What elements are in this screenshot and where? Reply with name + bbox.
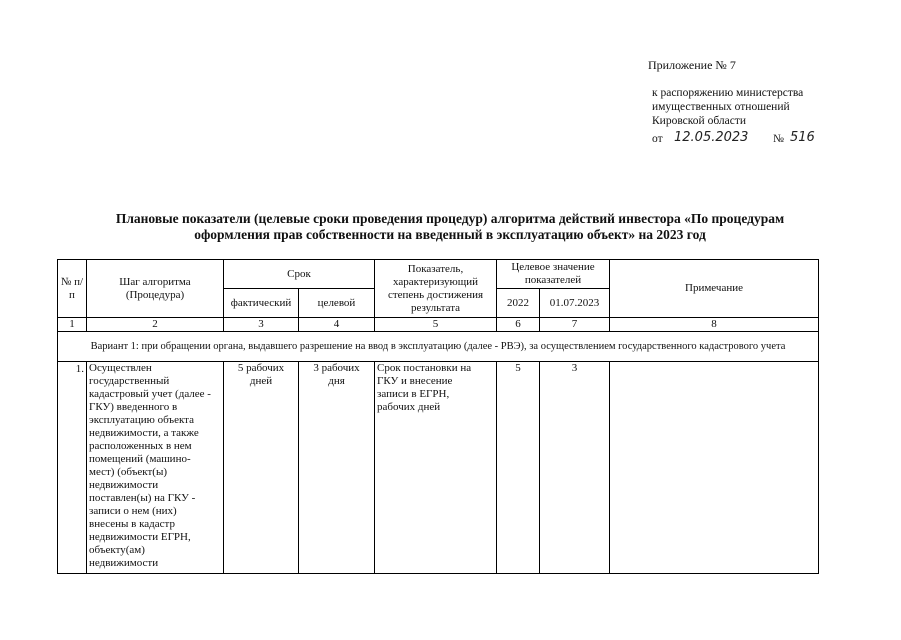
column-number: 5 — [375, 318, 497, 332]
order-reference — [652, 86, 803, 128]
step-line: поставлен(ы) на ГКУ - — [89, 492, 196, 504]
handwritten-date: 12.05.2023 — [674, 130, 749, 145]
header-term-actual: фактический — [224, 289, 299, 318]
handwritten-number: 516 — [790, 130, 815, 145]
step-line: объекту(ам) — [89, 544, 145, 556]
order-line: имущественных отношений — [652, 101, 790, 113]
indicator-line: записи в ЕГРН, — [377, 388, 450, 400]
column-number-row — [58, 318, 819, 332]
number-label: № — [773, 133, 784, 145]
row-number: 1. — [58, 362, 87, 574]
order-line: к распоряжению министерства — [652, 87, 804, 99]
indicator-cell — [375, 362, 497, 574]
step-line: недвижимости, а также — [89, 427, 199, 439]
step-line: кадастровый учет (далее - — [89, 388, 211, 400]
step-line: мест) (объект(ы) — [89, 466, 167, 478]
header-note: Примечание — [610, 260, 819, 318]
indicators-table — [57, 259, 819, 574]
document-title — [40, 211, 860, 243]
target-term-cell — [299, 362, 375, 574]
column-number: 8 — [610, 318, 819, 332]
step-line: государственный — [89, 375, 170, 387]
column-number: 3 — [224, 318, 299, 332]
column-number: 1 — [58, 318, 87, 332]
step-line: внесены в кадастр — [89, 518, 175, 530]
target-term-line: 3 рабочих — [313, 362, 360, 374]
appendix-label: Приложение № 7 — [648, 58, 736, 72]
header-term-target: целевой — [299, 289, 375, 318]
actual-term-line: дней — [249, 375, 273, 387]
indicator-line: Срок постановки на — [377, 362, 472, 374]
step-line: помещений (машино- — [89, 453, 191, 465]
step-line: недвижимости — [89, 479, 159, 491]
title-line: оформления прав собственности на введенный в эксплуатацию объект» на 2023 год — [194, 227, 706, 242]
step-line: недвижимости — [89, 557, 159, 569]
step-line: записи о нем (них) — [89, 505, 177, 517]
table-row — [58, 362, 819, 574]
step-cell — [87, 362, 224, 574]
step-line: Осуществлен — [89, 362, 152, 374]
column-number: 6 — [497, 318, 540, 332]
variant-row: Вариант 1: при обращении органа, выдавшего разрешение на ввод в эксплуатацию (далее - РВЭ), за осуществлением государственного кадастрового учета — [58, 332, 819, 362]
order-line: Кировской области — [652, 115, 747, 127]
title-line: Плановые показатели (целевые сроки проведения процедур) алгоритма действий инвестора «По процедурам — [115, 211, 785, 226]
column-number: 2 — [87, 318, 224, 332]
header-target-value: Целевое значение показателей — [497, 260, 610, 289]
step-line: недвижимости ЕГРН, — [89, 531, 191, 543]
column-number: 4 — [299, 318, 375, 332]
indicator-line: ГКУ и внесение — [377, 375, 453, 387]
actual-term-line: 5 рабочих — [237, 362, 285, 374]
step-line: расположенных в нем — [89, 440, 192, 452]
from-label: от — [652, 133, 663, 145]
header-year-2022: 2022 — [497, 289, 540, 318]
header-step: Шаг алгоритма (Процедура) — [87, 260, 224, 318]
target-term-line: дня — [328, 375, 345, 387]
value-2023-cell: 3 — [540, 362, 610, 574]
value-2022-cell: 5 — [497, 362, 540, 574]
header-term: Срок — [224, 260, 375, 289]
actual-term-cell — [224, 362, 299, 574]
step-line: ГКУ) введенного в — [89, 401, 178, 413]
header-date-2023: 01.07.2023 — [540, 289, 610, 318]
column-number: 7 — [540, 318, 610, 332]
step-line: эксплуатацию объекта — [89, 414, 194, 426]
header-indicator: Показатель, характеризующий степень достижения результата — [375, 260, 497, 318]
note-cell — [610, 362, 819, 574]
indicator-line: рабочих дней — [377, 401, 441, 413]
header-num: № п/п — [58, 260, 87, 318]
